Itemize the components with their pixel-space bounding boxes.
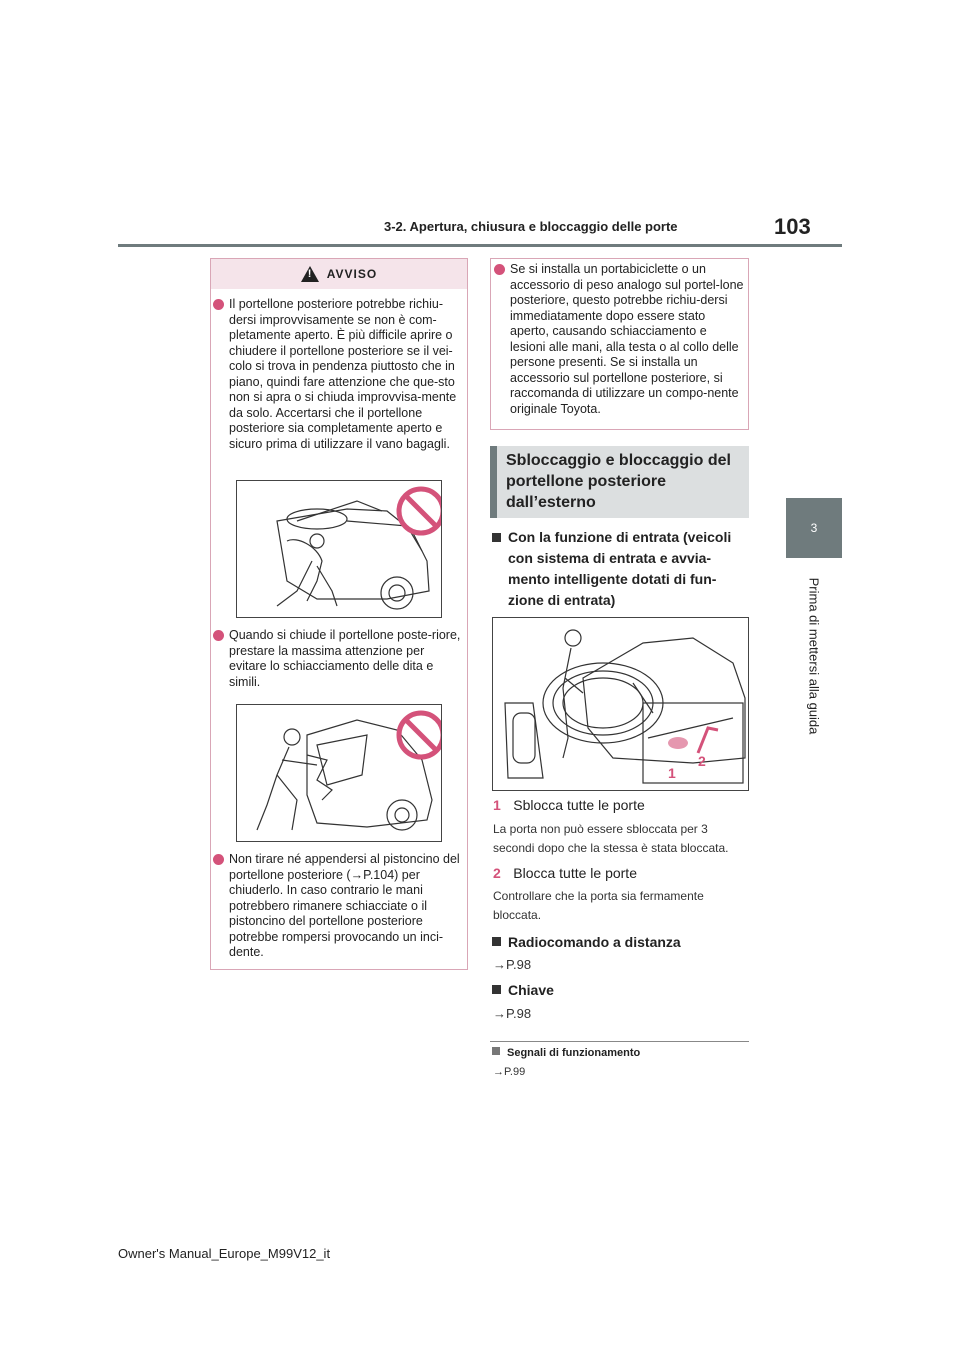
square-bullet-icon [492,1047,500,1055]
square-bullet-icon [492,985,501,994]
figure-label-2: 2 [698,753,706,769]
closing-tailgate-illustration [237,705,441,841]
warning-triangle-icon [301,266,319,282]
tailgate-person-illustration [237,481,441,617]
tailgate-switch-illustration [493,618,748,790]
subhead-signals: Segnali di funzionamento [492,1047,640,1059]
subhead-remote: Radiocomando a distanza [492,932,681,953]
step-1-note: La porta non può essere sbloccata per 3 secondi dopo che la stessa è stata bloccata. [493,822,729,855]
chapter-title-vertical [782,566,846,746]
bullet-dot-icon [494,264,505,275]
step-1 [493,797,645,815]
ref-signals-link[interactable]: →P.99 [493,1066,526,1078]
subhead-entry-function: Con la funzione di entrata (veicoli con sistema di entrata e avvia-mento intelligente dotati di fun-zione di entrata) [492,527,748,611]
step-2 [493,865,637,883]
chapter-tab[interactable] [786,498,842,558]
figure-label-1: 1 [668,765,676,781]
warning-title: AVVISO [326,267,378,281]
header-section-title: 3-2. Apertura, chiusura e bloccaggio delle porte [384,219,678,234]
step-1-text: Sblocca tutte le porte [513,797,645,813]
header-rule [118,244,842,247]
footer-manual-name: Owner's Manual_Europe_M99V12_it [118,1246,331,1261]
warning-item-continued: Se si installa un portabiciclette o un accessorio di peso analogo sul portel-lone posteriore, questo potrebbe richiu-dersi immediatamente dopo essere stato aperto, causando schiacciamento e lesioni alle mani, alla testa o al collo delle persone presenti. Se si installa un accessorio sul portellone posteriore, si raccomanda di utilizzare un compo-nente originale Toyota. [494,262,744,417]
illustration-tailgate-switch [492,617,749,791]
step-2-note: Controllare che la porta sia fermamente bloccata. [493,889,704,922]
warning-header [211,259,467,289]
divider-rule [490,1041,749,1042]
illustration-finger-pinch-warning [236,704,442,842]
chapter-number: 3 [810,521,818,535]
subhead-key: Chiave [492,980,554,1001]
page-number: 103 [774,214,811,239]
ref-key-link[interactable]: →P.98 [493,1006,532,1021]
bullet-dot-icon [213,854,224,865]
square-bullet-icon [492,533,501,542]
step-2-number: 2 [493,865,501,881]
warning-item-3: Non tirare né appendersi al pistoncino del portellone posteriore (→P.104) per chiuderlo. In caso contrario le mani potrebbero rimanere schiacciate o il pistoncino del portellone posteriore potrebbe rompersi provocando un inci-dente. [213,852,463,961]
warning-item-1: Il portellone posteriore potrebbe richiu-dersi improvvisamente se non è com-pletamente aperto. È più difficile aprire o chiudere il portellone posteriore se il vei-colo si trova in pendenza piuttosto che in piano, quindi fare attenzione che que-sto non si apra o si chiuda improvvisa-mente da solo. Accertarsi che il portellone posteriore sia completamente aperto e sicuro prima di utilizzare il vano bagagli. [213,297,463,452]
square-bullet-icon [492,937,501,946]
illustration-tailgate-closing-warning [236,480,442,618]
section-title: Sbloccaggio e bloccaggio del portellone posteriore dall’esterno [506,452,731,511]
bullet-dot-icon [213,630,224,641]
step-2-text: Blocca tutte le porte [513,865,637,881]
section-heading-bar [490,446,497,518]
warning-item-2: Quando si chiude il portellone poste-riore, prestare la massima attenzione per evitare lo schiacciamento delle dita e simili. [213,628,463,690]
ref-remote-link[interactable]: →P.98 [493,957,532,972]
chapter-title: Prima di mettersi alla guida [806,577,822,735]
bullet-dot-icon [213,299,224,310]
step-1-number: 1 [493,797,501,813]
